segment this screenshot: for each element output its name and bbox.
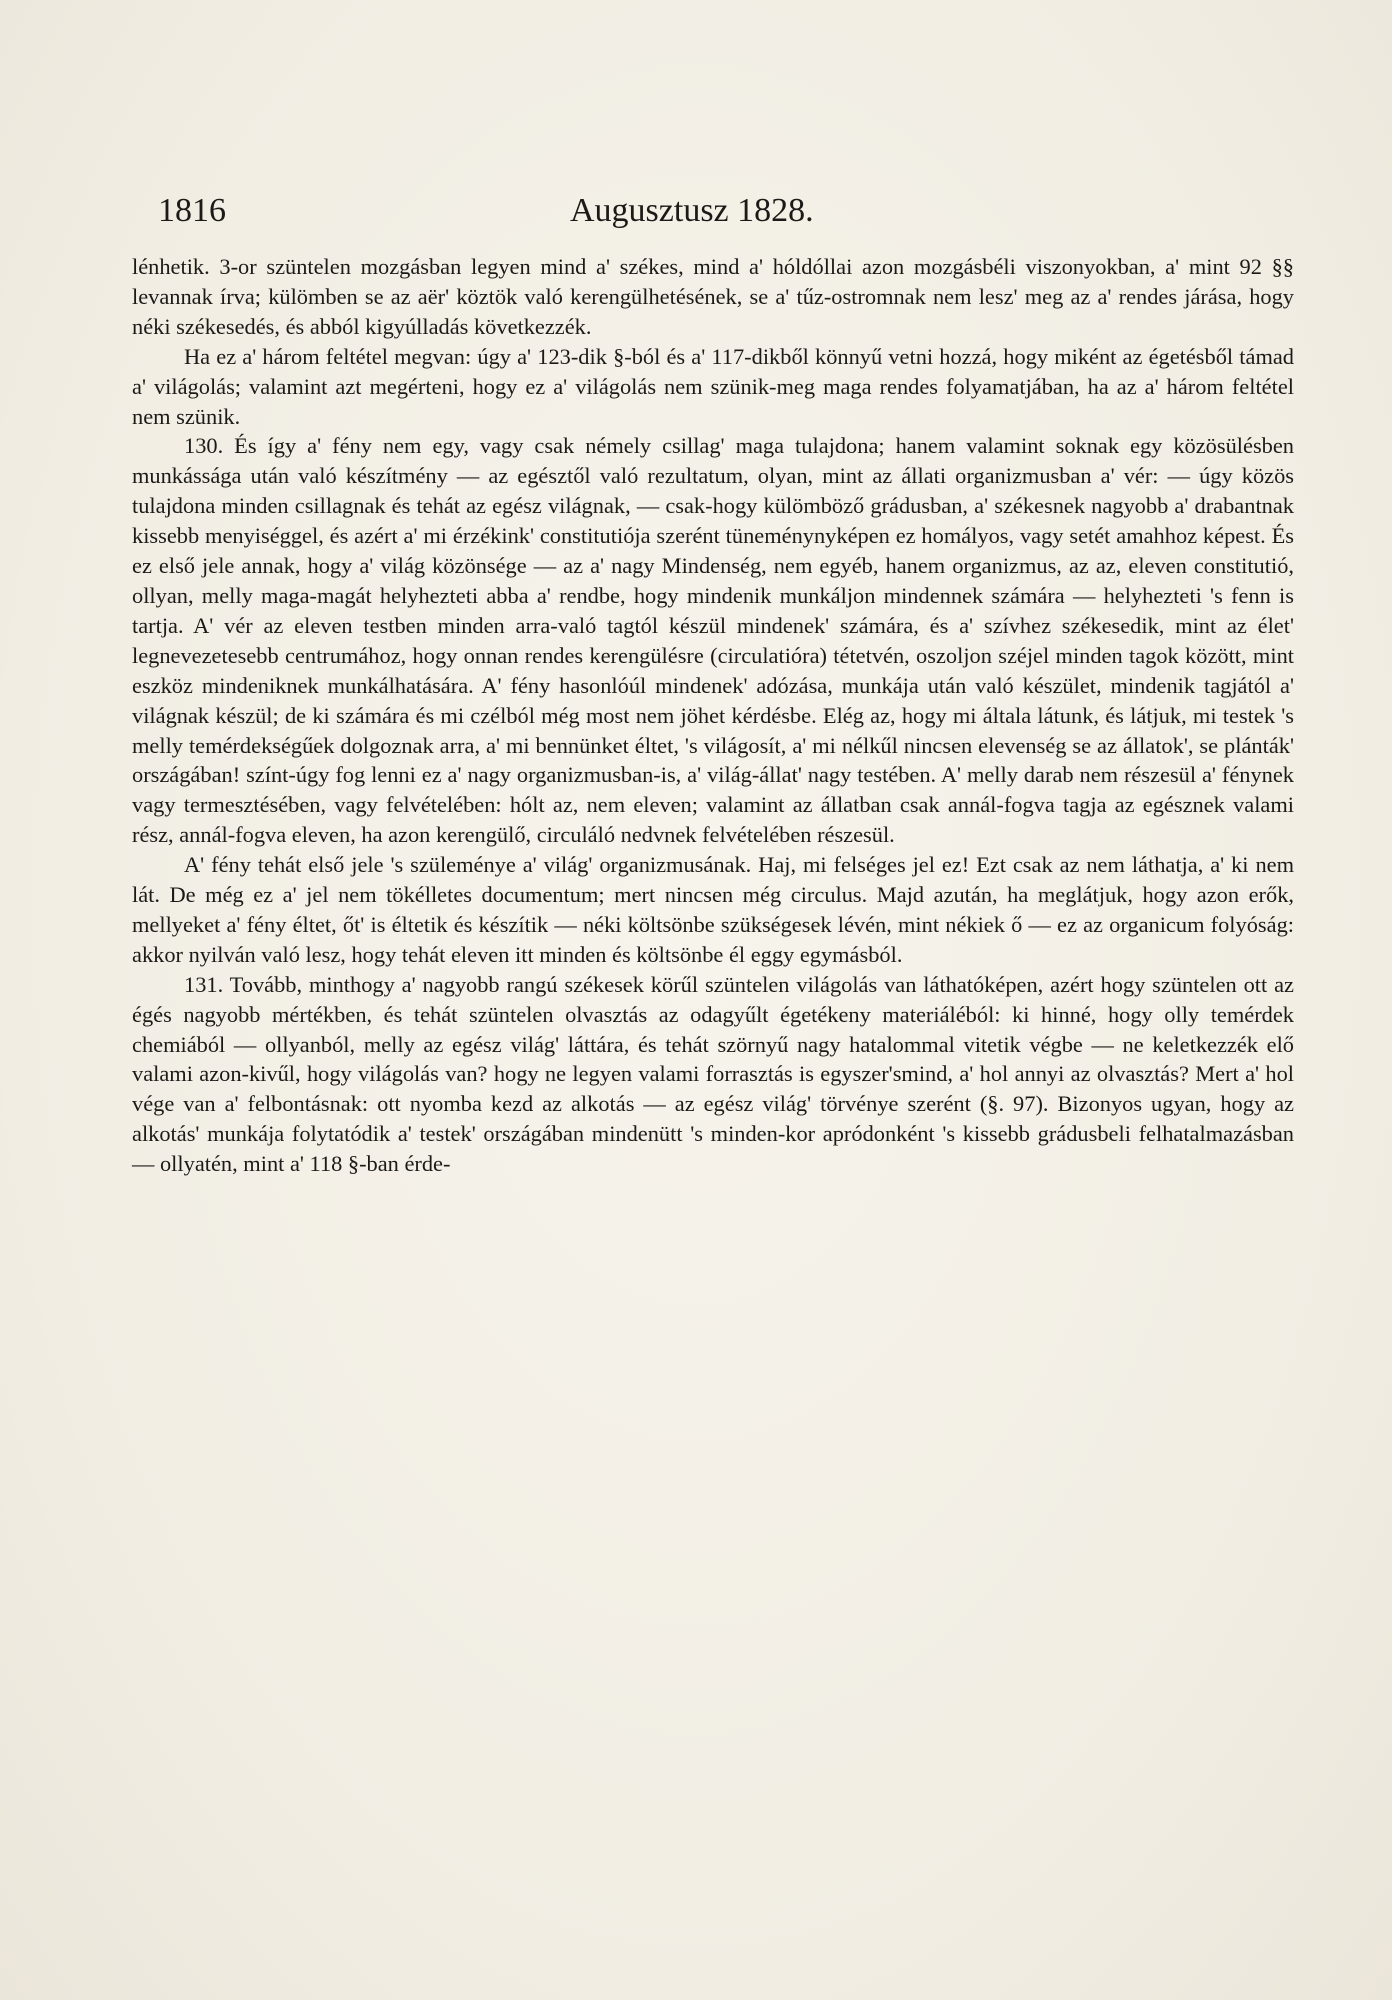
paragraph-conditions: Ha ez a' három feltétel megvan: úgy a' 123-dik §-ból és a' 117-dikből könnyű vetni hozzá, hogy miként az égetésből támad a' világolás; valamint azt megérteni, hogy ez a' világolás nem szünik-meg maga rendes folyamatjában, ha az a' három feltétel nem szünik. xyxy=(132,343,1294,429)
running-title: Augusztusz 1828. xyxy=(570,192,814,229)
paragraph-section-130: 130. És így a' fény nem egy, vagy csak némely csillag' maga tulajdona; hanem valamint soknak egy közösülésben munkássága után való készítmény — az egésztől való rezultatum, olyan, mint az állati organizmusban a' vér: — úgy közös tulajdona minden csillagnak és tehát az egész világnak, — csak-hogy külömböző grádusban, a' székesnek nagyobb a' drabantnak kissebb menyiséggel, és azért a' mi érzékink' constitutiója szerént tüneménynyképen ez homályos, vagy setét amahhoz képest. És ez első jele annak, hogy a' világ közönsége — az a' nagy Mindenség, nem egyéb, hanem organizmus, az az, eleven constitutió, ollyan, melly maga-magát helyhezteti abba a' rendbe, hogy mindenik munkáljon mindennek számára — helyhezteti 's fenn is tartja. A' vér az eleven testben minden arra-való tagtól készül mindenek' számára, és a' szívhez székesedik, mint az élet' legnevezetesebb centrumához, hogy onnan rendes kerengülésre (circulatióra) tétetvén, oszoljon széjel minden tagok között, mint eszköz mindeniknek munkálhatására. A' fény hasonlóúl mindenek' adózása, munkája után való készület, mindenik tagjától a' világnak készül; de ki számára és mi czélból még most nem jöhet kérdésbe. Elég az, hogy mi általa látunk, és látjuk, mi testek 's melly temérdekségűek dolgoznak arra, a' mi bennünket éltet, 's világosít, a' mi nélkűl nincsen elevenség se az állatok', se plánták' országában! színt-úgy fog lenni ez a' nagy organizmusban-is, a' világ-állat' nagy testében. A' melly darab nem részesül a' fénynek vagy termesztésében, vagy felvételében: hólt az, nem eleven; valamint az állatban csak annál-fogva tagja az egésznek valami rész, annál-fogva eleven, ha azon kerengülő, circuláló nedvnek felvételében részesül. xyxy=(132,433,1294,848)
paragraph-section-131: 131. Tovább, minthogy a' nagyobb rangú székesek körűl szüntelen világolás van láthatóképen, azért hogy szüntelen ott az égés nagyobb mértékben, és tehát szüntelen olvasztás az odagyűlt égetékeny materiáléból: ki hinné, hogy olly temérdek chemiából — ollyanból, melly az egész világ' láttára, és tehát szörnyű nagy hatalommal vitetik végbe — ne keletkezzék elő valami azon-kivűl, hogy világolás van? hogy ne legyen valami forrasztás is egyszer'smind, a' hol annyi az olvasztás? Mert a' hol vége van a' felbontásnak: ott nyomba kezd az alkotás — az egész világ' törvénye szerént (§. 97). Bizonyos ugyan, hogy az alkotás' munkája folytatódik a' testek' országában mindenütt 's minden-kor apródonként 's kissebb grádusbeli felhatalmazásban — ollyatén, mint a' 118 §-ban érde- xyxy=(132,971,1294,1177)
body-text xyxy=(132,252,1294,1179)
paragraph-light-sign: A' fény tehát első jele 's szüleménye a' világ' organizmusának. Haj, mi felséges jel ez! Ezt csak az nem láthatja, a' ki nem lát. De még ez a' jel nem tökélletes documentum; mert nincsen még circulus. Majd azután, ha meglátjuk, hogy azon erők, mellyeket a' fény éltet, őt' is éltetik és készítik — néki költsönbe szükségesek lévén, mint nékiek ő — ez az organicum folyóság: akkor nyilván való lesz, hogy tehát eleven itt minden és költsönbe él eggy egymásból. xyxy=(132,852,1294,967)
paragraph-continuation: lénhetik. 3-or szüntelen mozgásban legyen mind a' székes, mind a' hóldóllai azon mozgásbéli viszonyokban, a' mint 92 §§ levannak írva; külömben se az aër' köztök való kerengülhetésének, se a' tűz-ostromnak nem lesz' meg az a' rendes járása, hogy néki székesedés, és abból kigyúlladás következzék. xyxy=(132,254,1294,339)
page-number: 1816 xyxy=(158,192,226,229)
page-header xyxy=(158,186,1298,236)
